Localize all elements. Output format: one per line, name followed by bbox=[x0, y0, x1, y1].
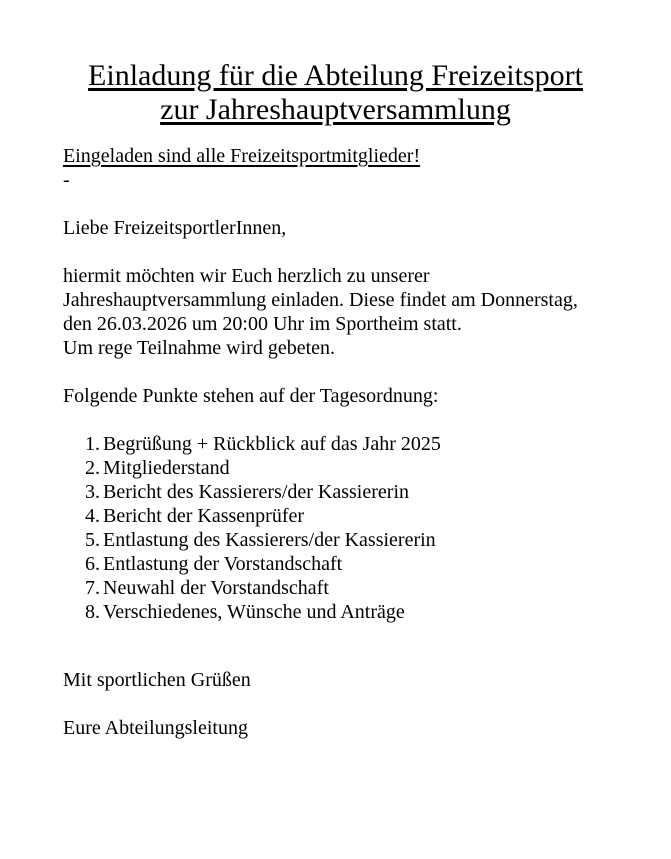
agenda-item-8 bbox=[63, 600, 651, 624]
title-line-2: zur Jahreshauptversammlung bbox=[160, 93, 511, 126]
agenda-item-4 bbox=[63, 504, 651, 528]
agenda-item-3 bbox=[63, 480, 651, 504]
agenda-item-8-number: 8. bbox=[85, 601, 100, 623]
invitation-header: Eingeladen sind alle Freizeitsportmitglieder! bbox=[63, 145, 421, 167]
agenda-item-4-text: Bericht der Kassenprüfer bbox=[103, 505, 305, 527]
document-page bbox=[0, 59, 671, 859]
signature-line: Eure Abteilungsleitung bbox=[63, 717, 248, 739]
agenda-item-3-number: 3. bbox=[85, 481, 100, 503]
agenda-item-5 bbox=[63, 528, 651, 552]
agenda-item-5-number: 5. bbox=[85, 529, 100, 551]
agenda-item-8-text: Verschiedenes, Wünsche und Anträge bbox=[103, 601, 405, 623]
agenda-item-5-text: Entlastung des Kassierers/der Kassiererin bbox=[103, 529, 436, 551]
paragraph-line-1: hiermit möchten wir Euch herzlich zu unserer bbox=[63, 265, 430, 287]
agenda-item-1-number: 1. bbox=[85, 433, 100, 455]
agenda-intro: Folgende Punkte stehen auf der Tagesordnung: bbox=[63, 385, 439, 407]
agenda-item-2-text: Mitgliederstand bbox=[103, 457, 230, 479]
agenda-item-6 bbox=[63, 552, 651, 576]
agenda-item-2 bbox=[63, 456, 651, 480]
title-line-1: Einladung für die Abteilung Freizeitsport bbox=[88, 59, 583, 92]
closing-line: Mit sportlichen Grüßen bbox=[63, 669, 251, 691]
body-paragraph bbox=[63, 264, 651, 360]
agenda-item-3-text: Bericht des Kassierers/der Kassiererin bbox=[103, 481, 409, 503]
agenda-item-7-number: 7. bbox=[85, 577, 100, 599]
paragraph-line-3: den 26.03.2026 um 20:00 Uhr im Sportheim statt. bbox=[63, 313, 462, 335]
agenda-item-7-text: Neuwahl der Vorstandschaft bbox=[103, 577, 329, 599]
agenda-item-6-text: Entlastung der Vorstandschaft bbox=[103, 553, 343, 575]
greeting-line: Liebe FreizeitsportlerInnen, bbox=[63, 217, 287, 239]
agenda-item-1-text: Begrüßung + Rückblick auf das Jahr 2025 bbox=[103, 433, 441, 455]
agenda-item-7 bbox=[63, 576, 651, 600]
document-title bbox=[20, 59, 651, 127]
paragraph-line-2: Jahreshauptversammlung einladen. Diese findet am Donnerstag, bbox=[63, 289, 578, 311]
agenda-item-1 bbox=[63, 432, 651, 456]
agenda-item-6-number: 6. bbox=[85, 553, 100, 575]
agenda-item-4-number: 4. bbox=[85, 505, 100, 527]
document-body bbox=[63, 144, 651, 740]
paragraph-line-4: Um rege Teilnahme wird gebeten. bbox=[63, 337, 336, 359]
agenda-item-2-number: 2. bbox=[85, 457, 100, 479]
dash-line: - bbox=[63, 169, 70, 191]
agenda-list bbox=[63, 432, 651, 624]
